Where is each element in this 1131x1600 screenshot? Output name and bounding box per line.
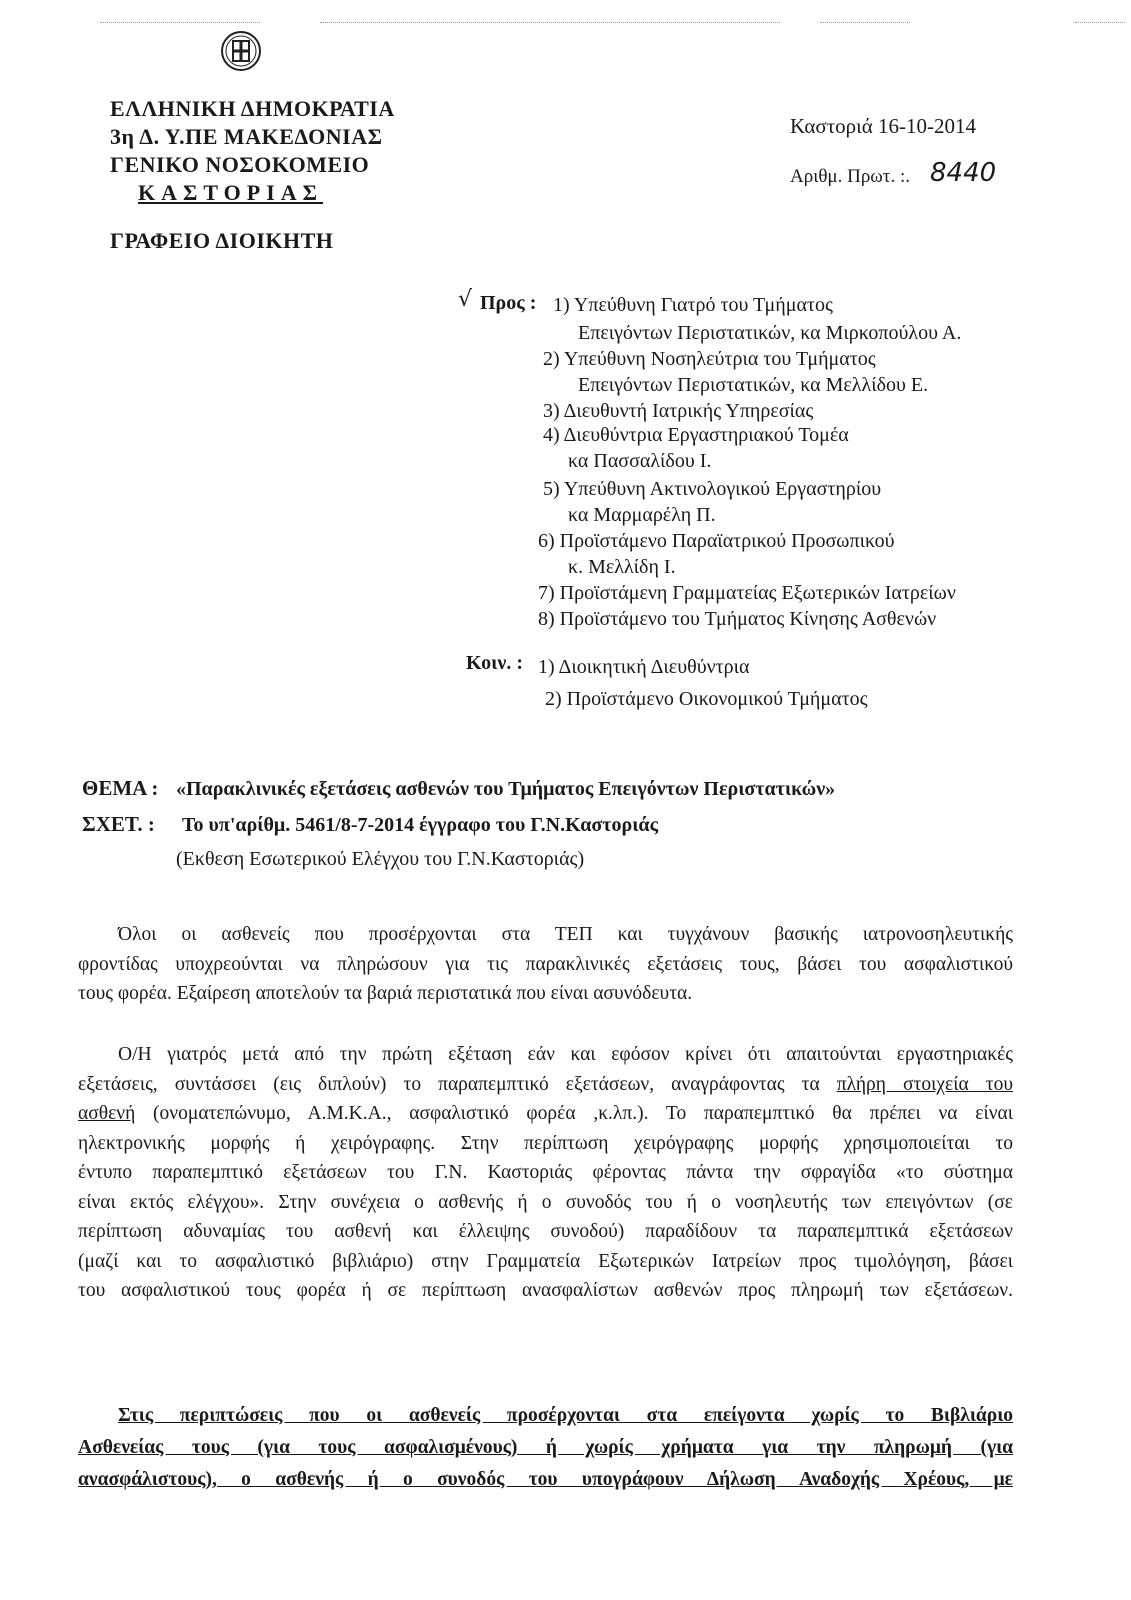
- underlined-text: πλήρη στοιχεία του: [836, 1073, 1013, 1095]
- paragraph-line: φροντίδας υποχρεούνται να πληρώσουν για τις παρακλινικές εξετάσεις τους, βάσει του ασφαλιστικού: [78, 953, 1013, 975]
- recipient-item: 1) Υπεύθυνη Γιατρό του Τμήματος: [553, 294, 833, 316]
- paragraph-line: του ασφαλιστικού τους φορέα ή σε περίπτωση ανασφαλίστων ασθενών προς πληρωμή των εξετάσεων.: [78, 1280, 1013, 1301]
- recipient-item: 8) Προϊστάμενο του Τμήματος Κίνησης Ασθενών: [538, 608, 937, 630]
- protocol-number: 8440: [930, 158, 997, 188]
- recipient-item: 6) Προϊστάμενο Παραϊατρικού Προσωπικού: [538, 530, 895, 552]
- paragraph-text: (ονοματεπώνυμο, Α.Μ.Κ.Α., ασφαλιστικό φορέα ,κ.λπ.). Το παραπεμπτικό θα πρέπει να είναι: [135, 1103, 1013, 1124]
- recipient-item-cont: Επειγόντων Περιστατικών, κα Μιρκοπούλου Α.: [578, 322, 962, 344]
- paragraph-line: [78, 1099, 1013, 1129]
- paragraph-line: Όλοι οι ασθενείς που προσέρχονται στα ΤΕΠ και τυγχάνουν βασικής ιατρονοσηλευτικής: [118, 924, 1013, 945]
- cc-item: 1) Διοικητική Διευθύντρια: [538, 656, 750, 678]
- recipient-item-cont: κ. Μελλίδη Ι.: [568, 556, 676, 578]
- paragraph-text: εξετάσεις, συντάσσει (εις διπλούν) το παραπεμπτικό εξετάσεων, αναγράφοντας τα: [78, 1073, 837, 1095]
- cc-item: 2) Προϊστάμενο Οικονομικού Τμήματος: [545, 688, 868, 710]
- cc-label: Κοιν. :: [466, 652, 523, 674]
- recipient-item-cont: Επειγόντων Περιστατικών, κα Μελλίδου Ε.: [578, 374, 929, 396]
- paragraph-line: [78, 1070, 1013, 1100]
- check-mark: √: [458, 287, 473, 312]
- underlined-text: ασθενή: [78, 1103, 136, 1124]
- office-heading: ΓΡΑΦΕΙΟ ΔΙΟΙΚΗΤΗ: [110, 228, 334, 253]
- top-dotted-line: [320, 22, 780, 23]
- subject-text: «Παρακλινικές εξετάσεις ασθενών του Τμήματος Επειγόντων Περιστατικών»: [176, 778, 836, 800]
- greek-emblem-icon: [220, 30, 262, 72]
- paragraph-line: ανασφάλιστους), ο ασθενής ή ο συνοδός του υπογράφουν Δήλωση Αναδοχής Χρέους, με: [78, 1469, 1013, 1490]
- recipient-item-cont: κα Μαρμαρέλη Π.: [568, 504, 716, 526]
- related-text: Το υπ'αρίθμ. 5461/8-7-2014 έγγραφο του Γ.Ν.Καστοριάς: [182, 814, 659, 836]
- top-dotted-line: [820, 22, 910, 23]
- paragraph-line: έντυπο παραπεμπτικό εξετάσεων του Γ.Ν. Καστοριάς φέροντας πάντα την σφραγίδα «το σύστημα: [78, 1162, 1013, 1183]
- republic-heading: ΕΛΛΗΝΙΚΗ ΔΗΜΟΚΡΑΤΙΑ: [110, 96, 395, 121]
- paragraph-line: περίπτωση αδυναμίας του ασθενή και έλλειψης συνοδού) παραδίδουν τα παραπεμπτικά εξετάσεων: [78, 1221, 1013, 1242]
- paragraph-line: ηλεκτρονικής μορφής ή χειρόγραφης. Στην περίπτωση χειρόγραφης μορφής χρησιμοποιείται το: [78, 1132, 1013, 1154]
- subject-label: ΘΕΜΑ :: [82, 776, 159, 800]
- top-dotted-line: [1075, 22, 1125, 23]
- city-heading: ΚΑΣΤΟΡΙΑΣ: [138, 180, 324, 205]
- paragraph-line: Ο/Η γιατρός μετά από την πρώτη εξέταση εάν και εφόσον κρίνει ότι απαιτούνται εργαστηριακές: [118, 1044, 1013, 1065]
- recipient-item-cont: κα Πασσαλίδου Ι.: [568, 450, 712, 472]
- paragraph-line: Ασθενείας τους (για τους ασφαλισμένους) ή χωρίς χρήματα για την πληρωμή (για: [78, 1437, 1013, 1458]
- protocol-label: Αριθμ. Πρωτ. :.: [790, 166, 910, 187]
- recipient-item: 3) Διευθυντή Ιατρικής Υπηρεσίας: [543, 400, 814, 422]
- paragraph-2: [78, 1040, 1013, 1306]
- ype-heading: 3η Δ. Υ.ΠΕ ΜΑΚΕΔΟΝΙΑΣ: [110, 124, 383, 149]
- recipient-item: 7) Προϊστάμενη Γραμματείας Εξωτερικών Ιατρείων: [538, 582, 956, 604]
- paragraph-line: Στις περιπτώσεις που οι ασθενείς προσέρχονται στα επείγοντα χωρίς το Βιβλιάριο: [118, 1405, 1013, 1426]
- recipient-item: 5) Υπεύθυνη Ακτινολογικού Εργαστηρίου: [543, 478, 882, 500]
- recipients-label: Προς :: [480, 292, 537, 314]
- recipient-item: 2) Υπεύθυνη Νοσηλεύτρια του Τμήματος: [543, 348, 876, 370]
- paragraph-line: (μαζί και το ασφαλιστικό βιβλιάριο) στην Γραμματεία Εξωτερικών Ιατρείων προς τιμολόγηση, βάσει: [78, 1250, 1013, 1272]
- recipient-item: 4) Διευθύντρια Εργαστηριακού Τομέα: [543, 424, 849, 446]
- paragraph-1: [78, 920, 1013, 1009]
- top-dotted-line: [100, 22, 260, 23]
- paragraph-line: είναι εκτός ελέγχου». Στην συνέχεια ο ασθενής ή ο συνοδός του ή ο νοσηλευτής των επειγόντων (σε: [78, 1191, 1013, 1213]
- paragraph-3: [78, 1400, 1013, 1496]
- related-label: ΣΧΕΤ. :: [82, 812, 155, 836]
- place-date: Καστοριά 16-10-2014: [790, 114, 977, 138]
- hospital-heading: ΓΕΝΙΚΟ ΝΟΣΟΚΟΜΕΙΟ: [110, 152, 370, 177]
- related-note: (Εκθεση Εσωτερικού Ελέγχου του Γ.Ν.Καστοριάς): [176, 848, 585, 870]
- paragraph-line: τους φορέα. Εξαίρεση αποτελούν τα βαριά περιστατικά που είναι ασυνόδευτα.: [78, 983, 693, 1004]
